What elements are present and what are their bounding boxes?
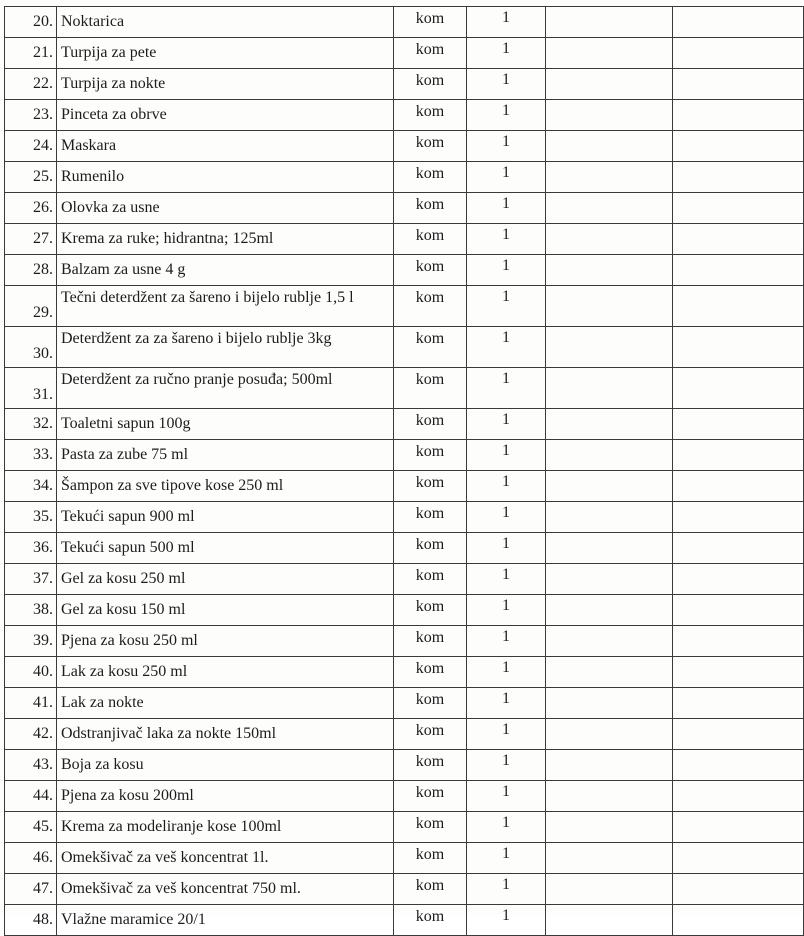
empty-cell xyxy=(673,38,804,69)
item-quantity: 1 xyxy=(467,162,546,193)
item-unit: kom xyxy=(394,7,467,38)
empty-cell xyxy=(546,688,673,719)
row-number: 39. xyxy=(5,626,57,657)
table-row xyxy=(5,286,804,327)
item-name: Omekšivač za veš koncentrat 1l. xyxy=(57,843,394,874)
row-number: 23. xyxy=(5,100,57,131)
empty-cell xyxy=(546,812,673,843)
table-row xyxy=(5,812,804,843)
item-name: Turpija za pete xyxy=(57,38,394,69)
item-unit: kom xyxy=(394,874,467,905)
table-row xyxy=(5,69,804,100)
item-quantity: 1 xyxy=(467,100,546,131)
item-quantity: 1 xyxy=(467,38,546,69)
item-unit: kom xyxy=(394,162,467,193)
item-quantity: 1 xyxy=(467,874,546,905)
item-name: Deterdžent za za šareno i bijelo rublje 3kg xyxy=(57,327,394,368)
item-unit: kom xyxy=(394,69,467,100)
empty-cell xyxy=(673,564,804,595)
empty-cell xyxy=(673,502,804,533)
empty-cell xyxy=(673,327,804,368)
table-row xyxy=(5,595,804,626)
item-unit: kom xyxy=(394,502,467,533)
table-row xyxy=(5,564,804,595)
row-number: 41. xyxy=(5,688,57,719)
row-number: 26. xyxy=(5,193,57,224)
table-row xyxy=(5,502,804,533)
row-number: 20. xyxy=(5,7,57,38)
empty-cell xyxy=(673,781,804,812)
row-number: 35. xyxy=(5,502,57,533)
item-quantity: 1 xyxy=(467,255,546,286)
empty-cell xyxy=(546,626,673,657)
item-quantity: 1 xyxy=(467,69,546,100)
empty-cell xyxy=(546,471,673,502)
empty-cell xyxy=(673,100,804,131)
item-quantity: 1 xyxy=(467,471,546,502)
empty-cell xyxy=(546,131,673,162)
item-quantity: 1 xyxy=(467,719,546,750)
table-row xyxy=(5,688,804,719)
table-row xyxy=(5,38,804,69)
item-name: Noktarica xyxy=(57,7,394,38)
item-unit: kom xyxy=(394,657,467,688)
table-row xyxy=(5,843,804,874)
item-name: Lak za kosu 250 ml xyxy=(57,657,394,688)
empty-cell xyxy=(673,626,804,657)
empty-cell xyxy=(673,224,804,255)
empty-cell xyxy=(546,193,673,224)
item-unit: kom xyxy=(394,440,467,471)
item-quantity: 1 xyxy=(467,131,546,162)
table-row xyxy=(5,750,804,781)
row-number: 38. xyxy=(5,595,57,626)
item-unit: kom xyxy=(394,750,467,781)
item-quantity: 1 xyxy=(467,812,546,843)
table-row xyxy=(5,162,804,193)
empty-cell xyxy=(546,657,673,688)
table-row xyxy=(5,533,804,564)
table-row xyxy=(5,100,804,131)
empty-cell xyxy=(546,38,673,69)
empty-cell xyxy=(546,905,673,936)
empty-cell xyxy=(673,255,804,286)
item-unit: kom xyxy=(394,471,467,502)
row-number: 33. xyxy=(5,440,57,471)
item-quantity: 1 xyxy=(467,843,546,874)
item-unit: kom xyxy=(394,224,467,255)
item-name: Krema za ruke; hidrantna; 125ml xyxy=(57,224,394,255)
item-name: Rumenilo xyxy=(57,162,394,193)
item-unit: kom xyxy=(394,193,467,224)
item-name: Turpija za nokte xyxy=(57,69,394,100)
row-number: 46. xyxy=(5,843,57,874)
row-number: 42. xyxy=(5,719,57,750)
row-number: 21. xyxy=(5,38,57,69)
empty-cell xyxy=(673,368,804,409)
item-name: Maskara xyxy=(57,131,394,162)
item-unit: kom xyxy=(394,533,467,564)
item-unit: kom xyxy=(394,843,467,874)
item-name: Krema za modeliranje kose 100ml xyxy=(57,812,394,843)
item-unit: kom xyxy=(394,812,467,843)
table-row xyxy=(5,626,804,657)
empty-cell xyxy=(546,595,673,626)
table-row xyxy=(5,440,804,471)
table-row xyxy=(5,255,804,286)
item-name: Pjena za kosu 250 ml xyxy=(57,626,394,657)
item-quantity: 1 xyxy=(467,193,546,224)
empty-cell xyxy=(546,286,673,327)
empty-cell xyxy=(673,162,804,193)
item-unit: kom xyxy=(394,688,467,719)
item-quantity: 1 xyxy=(467,750,546,781)
item-name: Boja za kosu xyxy=(57,750,394,781)
row-number: 34. xyxy=(5,471,57,502)
item-quantity: 1 xyxy=(467,7,546,38)
table-row xyxy=(5,657,804,688)
row-number: 48. xyxy=(5,905,57,936)
item-unit: kom xyxy=(394,626,467,657)
item-unit: kom xyxy=(394,100,467,131)
row-number: 28. xyxy=(5,255,57,286)
empty-cell xyxy=(673,595,804,626)
item-quantity: 1 xyxy=(467,286,546,327)
empty-cell xyxy=(673,7,804,38)
row-number: 32. xyxy=(5,409,57,440)
item-quantity: 1 xyxy=(467,502,546,533)
table-row xyxy=(5,471,804,502)
table-row xyxy=(5,874,804,905)
empty-cell xyxy=(546,719,673,750)
item-name: Balzam za usne 4 g xyxy=(57,255,394,286)
row-number: 30. xyxy=(5,327,57,368)
empty-cell xyxy=(673,905,804,936)
empty-cell xyxy=(673,843,804,874)
row-number: 29. xyxy=(5,286,57,327)
item-unit: kom xyxy=(394,38,467,69)
item-name: Tekući sapun 900 ml xyxy=(57,502,394,533)
item-quantity: 1 xyxy=(467,626,546,657)
item-quantity: 1 xyxy=(467,368,546,409)
empty-cell xyxy=(673,657,804,688)
row-number: 37. xyxy=(5,564,57,595)
empty-cell xyxy=(673,131,804,162)
item-quantity: 1 xyxy=(467,564,546,595)
empty-cell xyxy=(673,750,804,781)
empty-cell xyxy=(546,781,673,812)
row-number: 27. xyxy=(5,224,57,255)
item-quantity: 1 xyxy=(467,781,546,812)
empty-cell xyxy=(546,440,673,471)
table-row xyxy=(5,131,804,162)
row-number: 25. xyxy=(5,162,57,193)
table-row xyxy=(5,368,804,409)
item-unit: kom xyxy=(394,564,467,595)
empty-cell xyxy=(546,7,673,38)
empty-cell xyxy=(546,162,673,193)
item-name: Pjena za kosu 200ml xyxy=(57,781,394,812)
item-unit: kom xyxy=(394,595,467,626)
item-name: Pinceta za obrve xyxy=(57,100,394,131)
item-quantity: 1 xyxy=(467,440,546,471)
table-row xyxy=(5,327,804,368)
item-name: Toaletni sapun 100g xyxy=(57,409,394,440)
item-unit: kom xyxy=(394,409,467,440)
row-number: 22. xyxy=(5,69,57,100)
item-name: Šampon za sve tipove kose 250 ml xyxy=(57,471,394,502)
item-quantity: 1 xyxy=(467,595,546,626)
item-quantity: 1 xyxy=(467,533,546,564)
row-number: 36. xyxy=(5,533,57,564)
empty-cell xyxy=(673,440,804,471)
empty-cell xyxy=(673,719,804,750)
row-number: 40. xyxy=(5,657,57,688)
items-table-body xyxy=(5,7,804,936)
item-quantity: 1 xyxy=(467,657,546,688)
item-quantity: 1 xyxy=(467,224,546,255)
empty-cell xyxy=(546,502,673,533)
empty-cell xyxy=(673,69,804,100)
item-unit: kom xyxy=(394,368,467,409)
item-name: Vlažne maramice 20/1 xyxy=(57,905,394,936)
empty-cell xyxy=(546,327,673,368)
table-row xyxy=(5,905,804,936)
table-row xyxy=(5,7,804,38)
empty-cell xyxy=(673,688,804,719)
item-quantity: 1 xyxy=(467,409,546,440)
item-name: Odstranjivač laka za nokte 150ml xyxy=(57,719,394,750)
empty-cell xyxy=(673,409,804,440)
empty-cell xyxy=(673,533,804,564)
empty-cell xyxy=(546,874,673,905)
empty-cell xyxy=(546,224,673,255)
item-unit: kom xyxy=(394,255,467,286)
empty-cell xyxy=(546,564,673,595)
item-quantity: 1 xyxy=(467,327,546,368)
empty-cell xyxy=(546,255,673,286)
item-unit: kom xyxy=(394,327,467,368)
empty-cell xyxy=(546,750,673,781)
item-name: Olovka za usne xyxy=(57,193,394,224)
item-unit: kom xyxy=(394,905,467,936)
item-quantity: 1 xyxy=(467,905,546,936)
item-name: Gel za kosu 250 ml xyxy=(57,564,394,595)
item-unit: kom xyxy=(394,286,467,327)
item-name: Lak za nokte xyxy=(57,688,394,719)
item-unit: kom xyxy=(394,719,467,750)
item-name: Tekući sapun 500 ml xyxy=(57,533,394,564)
empty-cell xyxy=(673,286,804,327)
empty-cell xyxy=(673,193,804,224)
items-table xyxy=(4,6,804,936)
row-number: 45. xyxy=(5,812,57,843)
item-name: Omekšivač za veš koncentrat 750 ml. xyxy=(57,874,394,905)
item-name: Gel za kosu 150 ml xyxy=(57,595,394,626)
empty-cell xyxy=(546,368,673,409)
empty-cell xyxy=(546,843,673,874)
item-unit: kom xyxy=(394,131,467,162)
item-quantity: 1 xyxy=(467,688,546,719)
item-name: Tečni deterdžent za šareno i bijelo rublje 1,5 l xyxy=(57,286,394,327)
table-row xyxy=(5,781,804,812)
row-number: 31. xyxy=(5,368,57,409)
empty-cell xyxy=(546,533,673,564)
empty-cell xyxy=(546,409,673,440)
item-name: Pasta za zube 75 ml xyxy=(57,440,394,471)
empty-cell xyxy=(673,812,804,843)
empty-cell xyxy=(673,874,804,905)
item-name: Deterdžent za ručno pranje posuđa; 500ml xyxy=(57,368,394,409)
empty-cell xyxy=(546,100,673,131)
row-number: 43. xyxy=(5,750,57,781)
row-number: 24. xyxy=(5,131,57,162)
row-number: 44. xyxy=(5,781,57,812)
table-row xyxy=(5,719,804,750)
row-number: 47. xyxy=(5,874,57,905)
table-row xyxy=(5,409,804,440)
table-row xyxy=(5,193,804,224)
empty-cell xyxy=(673,471,804,502)
item-unit: kom xyxy=(394,781,467,812)
empty-cell xyxy=(546,69,673,100)
table-row xyxy=(5,224,804,255)
